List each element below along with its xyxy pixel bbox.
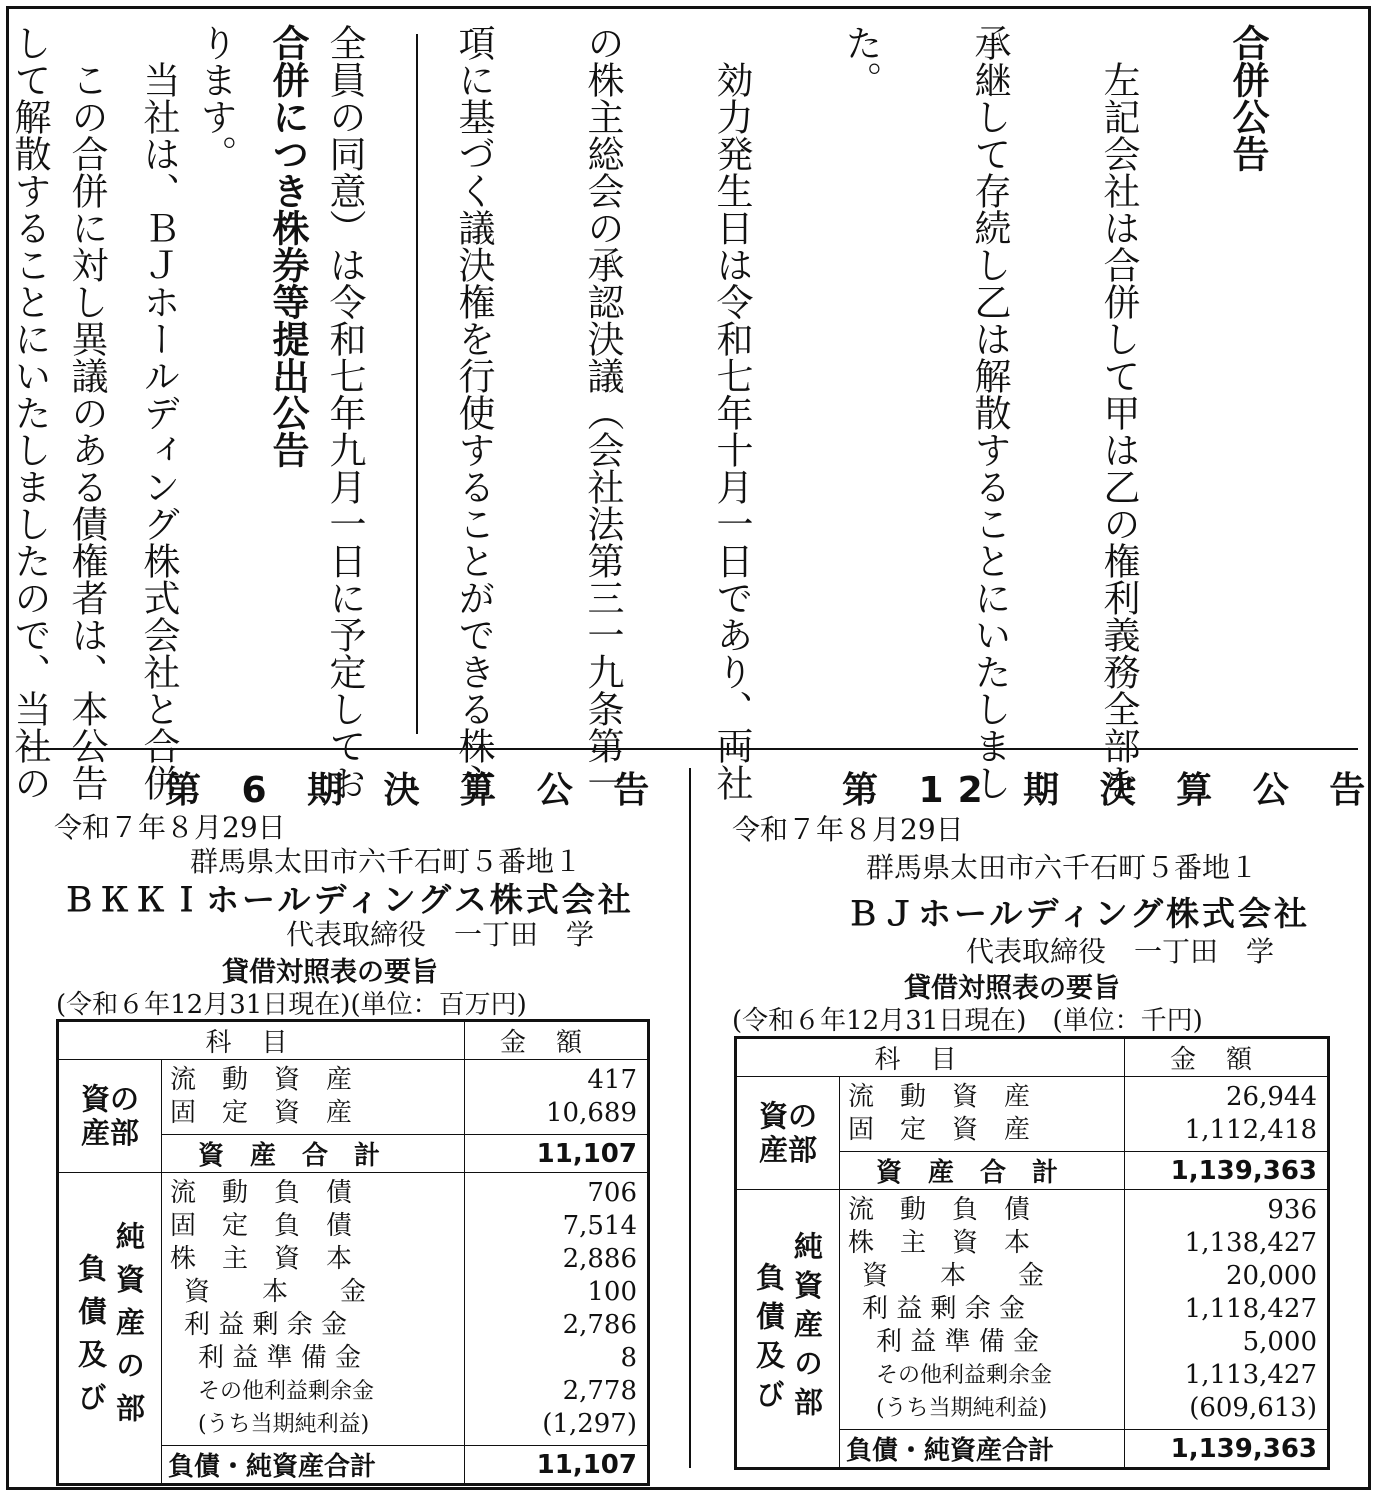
merger-notice-title: 合併公告 xyxy=(1226,24,1269,172)
value: (1,297) xyxy=(542,1409,637,1439)
left-fs-company: ＢＫＫＩホールディングス株式会社 xyxy=(62,880,634,919)
value: 2,786 xyxy=(562,1310,637,1340)
right-fs-subtitle: 貸借対照表の要旨 xyxy=(904,973,1120,1004)
liabilities-total-label: 負債・純資産合計 xyxy=(162,1446,465,1485)
merger-body-line: の株主総会の承認決議（会社法第三一九条第一 xyxy=(581,24,624,801)
merger-body-line: ります。 xyxy=(194,24,237,172)
table-header-item: 科目 xyxy=(58,1021,465,1060)
list-item: 流 動 負 債 xyxy=(170,1178,353,1208)
share-body-line: して解散することにいたしましたので、当社の xyxy=(8,24,51,801)
value: 2,886 xyxy=(562,1244,637,1274)
list-item: 流 動 資 産 xyxy=(848,1082,1031,1112)
left-fs-address: 群馬県太田市六千石町５番地１ xyxy=(190,845,583,878)
liabilities-total-label: 負債・純資産合計 xyxy=(840,1430,1125,1469)
left-fs-period: (令和６年12月31日現在)(単位：百万円) xyxy=(56,990,527,1020)
right-fs-date: 令和７年８月29日 xyxy=(732,813,964,846)
liabilities-items xyxy=(840,1190,1125,1430)
merger-body-line: た。 xyxy=(839,24,882,98)
liabilities-total-value: 11,107 xyxy=(465,1446,649,1485)
value: 7,514 xyxy=(562,1211,637,1241)
left-fs-date: 令和７年８月29日 xyxy=(54,811,286,844)
assets-values xyxy=(1125,1077,1329,1152)
liabilities-items xyxy=(162,1173,465,1446)
list-item: 固 定 資 産 xyxy=(170,1098,353,1128)
liab-label-b: 純資産の部 xyxy=(790,1231,824,1426)
liab-label-a: 負債及び xyxy=(74,1253,108,1425)
list-item: その他利益剰余金 xyxy=(198,1379,375,1404)
value: 20,000 xyxy=(1226,1261,1317,1291)
value: 1,112,418 xyxy=(1184,1115,1317,1145)
liabilities-section-label xyxy=(58,1173,162,1485)
table-header-amount: 金額 xyxy=(1125,1038,1329,1077)
right-balance-sheet xyxy=(734,1036,1330,1470)
list-item: 株 主 資 本 xyxy=(170,1244,353,1274)
divider-horizontal xyxy=(24,748,1358,750)
liabilities-values xyxy=(465,1173,649,1446)
merger-body-line: 効力発生日は令和七年十月一日であり、両社 xyxy=(710,24,753,801)
table-header-item: 科目 xyxy=(736,1038,1125,1077)
value: 8 xyxy=(620,1343,637,1373)
right-fs-address: 群馬県太田市六千石町５番地１ xyxy=(866,851,1259,884)
list-item: 資 本 金 xyxy=(862,1261,1045,1291)
merger-body-line: 承継して存続し乙は解散することにいたしまし xyxy=(968,24,1011,801)
assets-total-value: 11,107 xyxy=(465,1135,649,1173)
assets-items xyxy=(162,1060,465,1135)
divider-vertical-bottom xyxy=(689,768,691,1468)
value: 417 xyxy=(587,1065,637,1095)
merger-body-line: この合併に対し異議のある債権者は、本公告 xyxy=(65,24,108,801)
list-item: 利 益 準 備 金 xyxy=(198,1343,362,1373)
value: (609,613) xyxy=(1189,1393,1317,1423)
share-notice xyxy=(0,24,395,801)
value: 2,778 xyxy=(562,1376,637,1406)
value: 1,138,427 xyxy=(1184,1228,1317,1258)
value: 1,118,427 xyxy=(1184,1294,1317,1324)
list-item: 利 益 剰 余 金 xyxy=(862,1294,1026,1324)
list-item: (うち当期純利益) xyxy=(876,1396,1048,1421)
table-header-amount: 金額 xyxy=(465,1021,649,1060)
value: 706 xyxy=(587,1178,637,1208)
assets-values xyxy=(465,1060,649,1135)
right-fs-company: ＢＪホールディング株式会社 xyxy=(846,894,1311,933)
merger-body-line: 左記会社は合併して甲は乙の権利義務全部を xyxy=(1097,24,1140,801)
merger-body-line: 項に基づく議決権を行使することができる株主 xyxy=(452,24,495,801)
liab-label-a: 負債及び xyxy=(752,1261,786,1418)
list-item: 利 益 準 備 金 xyxy=(876,1327,1040,1357)
left-balance-sheet xyxy=(56,1019,650,1486)
list-item: 固 定 負 債 xyxy=(170,1211,353,1241)
value: 1,113,427 xyxy=(1184,1360,1317,1390)
assets-section-label: 資の産部 xyxy=(736,1077,840,1190)
assets-section-label: 資の産部 xyxy=(58,1060,162,1173)
assets-items xyxy=(840,1077,1125,1152)
right-fs-representative: 代表取締役 一丁田 学 xyxy=(966,935,1275,968)
value: 10,689 xyxy=(546,1098,637,1128)
assets-total-label: 資 産 合 計 xyxy=(840,1152,1125,1190)
right-fs-period: (令和６年12月31日現在) (単位：千円) xyxy=(732,1006,1203,1036)
value: 26,944 xyxy=(1226,1082,1317,1112)
right-fs-title: 第 12 期 決 算 公 告 xyxy=(842,770,1380,811)
value: 100 xyxy=(587,1277,637,1307)
list-item: その他利益剰余金 xyxy=(876,1363,1053,1388)
list-item: 利 益 剰 余 金 xyxy=(184,1310,348,1340)
list-item: 流 動 負 債 xyxy=(848,1195,1031,1225)
value: 5,000 xyxy=(1242,1327,1317,1357)
left-fs-subtitle: 貸借対照表の要旨 xyxy=(222,957,438,988)
list-item: 流 動 資 産 xyxy=(170,1065,353,1095)
merger-body-line: 全員の同意）は令和七年九月一日に予定してお xyxy=(323,24,366,801)
liab-label-b: 純資産の部 xyxy=(112,1220,146,1436)
assets-total-value: 1,139,363 xyxy=(1125,1152,1329,1190)
liabilities-section-label xyxy=(736,1190,840,1469)
liabilities-total-value: 1,139,363 xyxy=(1125,1430,1329,1469)
assets-total-label: 資 産 合 計 xyxy=(162,1135,465,1173)
value: 936 xyxy=(1267,1195,1317,1225)
list-item: 固 定 資 産 xyxy=(848,1115,1031,1145)
list-item: 株 主 資 本 xyxy=(848,1228,1031,1258)
liabilities-values xyxy=(1125,1190,1329,1430)
left-fs-representative: 代表取締役 一丁田 学 xyxy=(286,918,595,951)
share-notice-title: 合併につき株券等提出公告 xyxy=(266,24,309,468)
list-item: 資 本 金 xyxy=(184,1277,367,1307)
left-fs-title: 第 6 期 決 算 公 告 xyxy=(165,770,664,811)
list-item: (うち当期純利益) xyxy=(198,1412,370,1437)
share-body-line: 当社は、ＢＪホールディング株式会社と合併 xyxy=(137,24,180,801)
